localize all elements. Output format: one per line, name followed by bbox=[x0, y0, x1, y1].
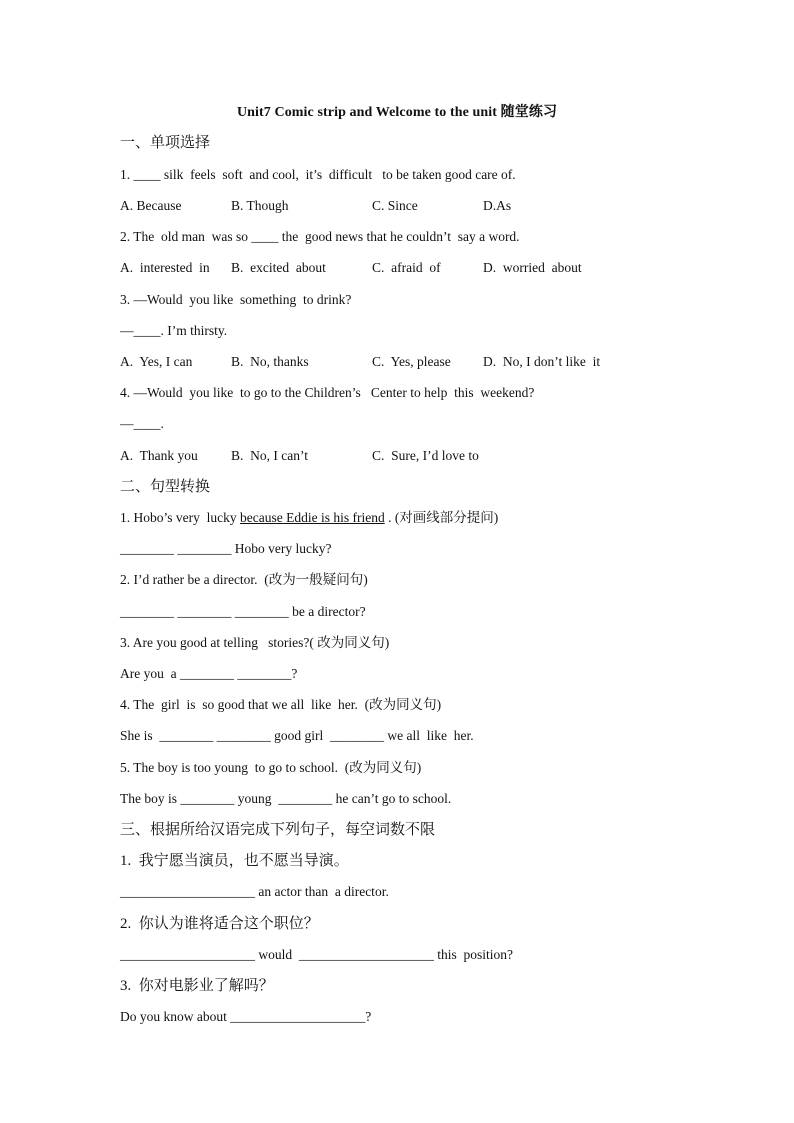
s1-q3-option-c: C. Yes, please bbox=[372, 354, 451, 369]
s1-q3-options bbox=[120, 352, 680, 372]
s1-q3-option-d: D. No, I don’t like it bbox=[483, 354, 601, 369]
s2-a4: She is ________ ________ good girl ________ we all like her. bbox=[120, 728, 474, 743]
s2-q4: 4. The girl is so good that we all like her. (改为同义句) bbox=[120, 697, 442, 712]
section1-heading: 一、单项选择 bbox=[120, 135, 211, 151]
s2-a3: Are you a ________ ________? bbox=[120, 666, 298, 681]
s1-q1-option-c: C. Since bbox=[372, 198, 418, 213]
s1-q4-reply: —____. bbox=[120, 416, 164, 431]
section2-heading: 二、句型转换 bbox=[120, 479, 211, 495]
s1-q2-option-c: C. afraid of bbox=[372, 260, 441, 275]
s2-q1-underlined: because Eddie is his friend bbox=[239, 510, 385, 525]
s2-a5: The boy is ________ young ________ he can’t go to school. bbox=[120, 791, 452, 806]
s3-q2: 2. 你认为谁将适合这个职位？ bbox=[120, 916, 319, 932]
s1-q3-reply: —____. I’m thirsty. bbox=[120, 323, 228, 338]
s2-q1 bbox=[120, 508, 498, 528]
s1-q3-stem: 3. —Would you like something to drink? bbox=[120, 292, 352, 307]
s2-q3: 3. Are you good at telling stories?( 改为同义句) bbox=[120, 635, 390, 650]
s1-q1-option-a: A. Because bbox=[120, 198, 182, 213]
s1-q4-option-a: A. Thank you bbox=[120, 448, 198, 463]
s3-a3: Do you know about ____________________? bbox=[120, 1009, 372, 1024]
s1-q1-option-d: D.As bbox=[483, 198, 512, 213]
page-title: Unit7 Comic strip and Welcome to the unit 随堂练习 bbox=[236, 105, 558, 120]
s2-q1-pre: 1. Hobo’s very lucky bbox=[120, 510, 240, 525]
s1-q4-option-b: B. No, I can’t bbox=[231, 448, 308, 463]
s3-q3: 3. 你对电影业了解吗？ bbox=[120, 978, 274, 994]
s2-q5: 5. The boy is too young to go to school. (改为同义句) bbox=[120, 760, 422, 775]
s2-q1-post: . (对画线部分提问) bbox=[384, 510, 499, 525]
s3-a2: ____________________ would ____________________ this position? bbox=[120, 947, 514, 962]
s3-q1: 1. 我宁愿当演员，也不愿当导演。 bbox=[120, 853, 349, 869]
s1-q2-stem: 2. The old man was so ____ the good news that he couldn’t say a word. bbox=[120, 229, 520, 244]
s1-q3-option-a: A. Yes, I can bbox=[120, 354, 193, 369]
s1-q1-option-b: B. Though bbox=[231, 198, 289, 213]
s1-q4-stem: 4. —Would you like to go to the Children’s Center to help this weekend? bbox=[120, 385, 535, 400]
s1-q3-option-b: B. No, thanks bbox=[231, 354, 309, 369]
s1-q2-option-d: D. worried about bbox=[483, 260, 582, 275]
section3-heading: 三、根据所给汉语完成下列句子，每空词数不限 bbox=[120, 822, 436, 838]
s1-q1-stem: 1. ____ silk feels soft and cool, it’s difficult to be taken good care of. bbox=[120, 167, 516, 182]
s1-q2-option-a: A. interested in bbox=[120, 260, 210, 275]
s2-a1: ________ ________ Hobo very lucky? bbox=[120, 541, 332, 556]
s1-q4-options bbox=[120, 446, 680, 466]
s1-q4-option-c: C. Sure, I’d love to bbox=[372, 448, 479, 463]
s1-q2-option-b: B. excited about bbox=[231, 260, 326, 275]
s1-q2-options bbox=[120, 258, 680, 278]
s2-q2: 2. I’d rather be a director. (改为一般疑问句) bbox=[120, 572, 368, 587]
s1-q1-options bbox=[120, 196, 680, 216]
s2-a2: ________ ________ ________ be a director? bbox=[120, 604, 366, 619]
s3-a1: ____________________ an actor than a director. bbox=[120, 884, 389, 899]
